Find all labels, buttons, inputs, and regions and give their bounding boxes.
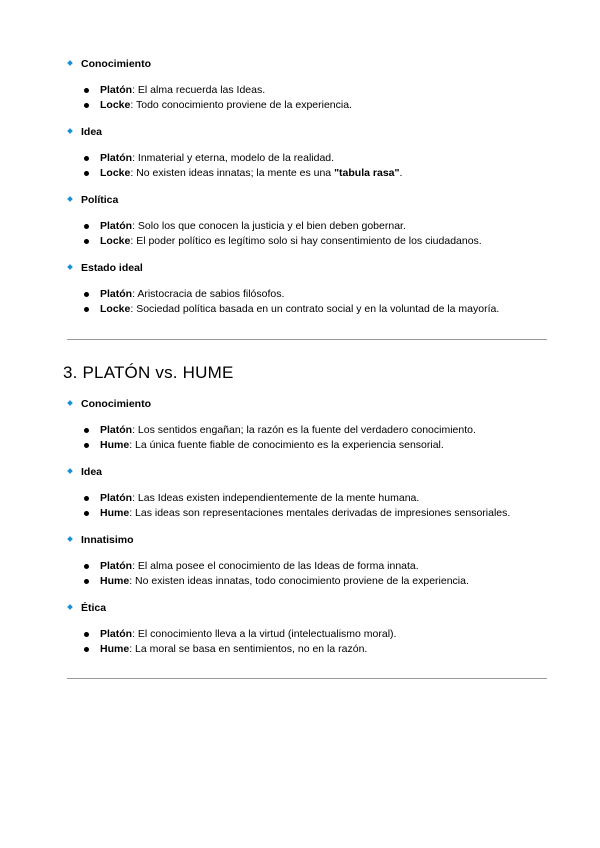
item-text: : Sociedad política basada en un contrato social y en la voluntad de la mayoría. — [130, 303, 500, 315]
list-item — [0, 574, 600, 589]
item-list — [0, 627, 600, 657]
list-item — [0, 219, 600, 234]
list-item — [0, 506, 600, 521]
list-item — [0, 491, 600, 506]
dot-bullet-icon — [84, 224, 89, 229]
item-tail: . — [399, 167, 403, 179]
dot-bullet-icon — [84, 647, 89, 652]
list-item — [0, 302, 600, 317]
list-item — [0, 98, 600, 113]
list-item — [0, 234, 600, 249]
author-name: Hume — [100, 643, 130, 655]
list-item — [0, 627, 600, 642]
dot-bullet-icon — [84, 632, 89, 637]
author-name: Platón — [100, 628, 133, 640]
author-name: Hume — [100, 507, 130, 519]
author-name: Platón — [100, 424, 133, 436]
item-text: : El conocimiento lleva a la virtud (intelectualismo moral). — [132, 628, 397, 640]
author-name: Hume — [100, 575, 130, 587]
diamond-bullet-icon — [67, 196, 73, 202]
dot-bullet-icon — [84, 443, 89, 448]
topic-title: Idea — [81, 126, 103, 138]
list-item — [0, 151, 600, 166]
author-name: Platón — [100, 560, 133, 572]
section-divider — [67, 678, 547, 679]
item-text: : Todo conocimiento proviene de la experiencia. — [130, 99, 352, 111]
diamond-bullet-icon — [67, 264, 73, 270]
diamond-bullet-icon — [67, 400, 73, 406]
item-text: : No existen ideas innatas, todo conocimiento proviene de la experiencia. — [129, 575, 469, 587]
item-text: : La única fuente fiable de conocimiento es la experiencia sensorial. — [129, 439, 444, 451]
topic-title: Innatisimo — [81, 534, 134, 546]
item-text: : El poder político es legítimo solo si hay consentimiento de los ciudadanos. — [130, 235, 482, 247]
item-emphasis: "tabula rasa" — [334, 167, 400, 179]
dot-bullet-icon — [84, 103, 89, 108]
list-item — [0, 642, 600, 657]
item-text: : Las Ideas existen independientemente de la mente humana. — [132, 492, 420, 504]
diamond-bullet-icon — [67, 468, 73, 474]
list-item — [0, 83, 600, 98]
item-text: : Solo los que conocen la justicia y el bien deben gobernar. — [132, 220, 406, 232]
author-name: Locke — [100, 303, 131, 315]
topic-idea — [0, 125, 600, 179]
item-text: : La moral se basa en sentimientos, no en la razón. — [129, 643, 368, 655]
topic-etica — [0, 601, 600, 655]
item-text: : No existen ideas innatas; la mente es una — [130, 167, 335, 179]
author-name: Platón — [100, 84, 133, 96]
topic-politica — [0, 193, 600, 247]
dot-bullet-icon — [84, 579, 89, 584]
topic-conocimiento — [0, 57, 600, 111]
item-text: : Inmaterial y eterna, modelo de la realidad. — [132, 152, 335, 164]
item-text: : Las ideas son representaciones mentales derivadas de impresiones sensoriales. — [129, 507, 511, 519]
list-item — [0, 559, 600, 574]
author-name: Locke — [100, 167, 131, 179]
author-name: Hume — [100, 439, 130, 451]
topic-innatisimo — [0, 533, 600, 587]
topic-estado-ideal — [0, 261, 600, 315]
author-name: Locke — [100, 99, 131, 111]
topic-title: Idea — [81, 466, 103, 478]
list-item — [0, 423, 600, 438]
item-list — [0, 83, 600, 113]
list-item — [0, 438, 600, 453]
section-divider — [67, 339, 547, 340]
item-text: : Los sentidos engañan; la razón es la fuente del verdadero conocimiento. — [132, 424, 476, 436]
section-heading: 3. PLATÓN vs. HUME — [63, 363, 234, 382]
topic-title: Política — [81, 194, 119, 206]
item-list — [0, 287, 600, 317]
author-name: Platón — [100, 288, 133, 300]
item-list — [0, 219, 600, 249]
dot-bullet-icon — [84, 171, 89, 176]
topic-title: Ética — [81, 602, 107, 614]
topic-title: Conocimiento — [81, 398, 151, 410]
item-list — [0, 491, 600, 521]
item-text: : El alma posee el conocimiento de las Ideas de forma innata. — [132, 560, 419, 572]
dot-bullet-icon — [84, 511, 89, 516]
diamond-bullet-icon — [67, 60, 73, 66]
topic-title: Conocimiento — [81, 58, 151, 70]
item-text: : El alma recuerda las Ideas. — [132, 84, 266, 96]
author-name: Platón — [100, 492, 133, 504]
author-name: Platón — [100, 220, 133, 232]
topic-title: Estado ideal — [81, 262, 143, 274]
item-list — [0, 423, 600, 453]
dot-bullet-icon — [84, 428, 89, 433]
item-list — [0, 559, 600, 589]
dot-bullet-icon — [84, 239, 89, 244]
dot-bullet-icon — [84, 88, 89, 93]
diamond-bullet-icon — [67, 604, 73, 610]
dot-bullet-icon — [84, 496, 89, 501]
diamond-bullet-icon — [67, 128, 73, 134]
list-item — [0, 166, 600, 181]
author-name: Platón — [100, 152, 133, 164]
dot-bullet-icon — [84, 564, 89, 569]
author-name: Locke — [100, 235, 131, 247]
diamond-bullet-icon — [67, 536, 73, 542]
topic-conocimiento — [0, 397, 600, 451]
item-list — [0, 151, 600, 181]
dot-bullet-icon — [84, 156, 89, 161]
dot-bullet-icon — [84, 307, 89, 312]
list-item — [0, 287, 600, 302]
dot-bullet-icon — [84, 292, 89, 297]
item-text: : Aristocracia de sabios filósofos. — [132, 288, 285, 300]
topic-idea — [0, 465, 600, 519]
